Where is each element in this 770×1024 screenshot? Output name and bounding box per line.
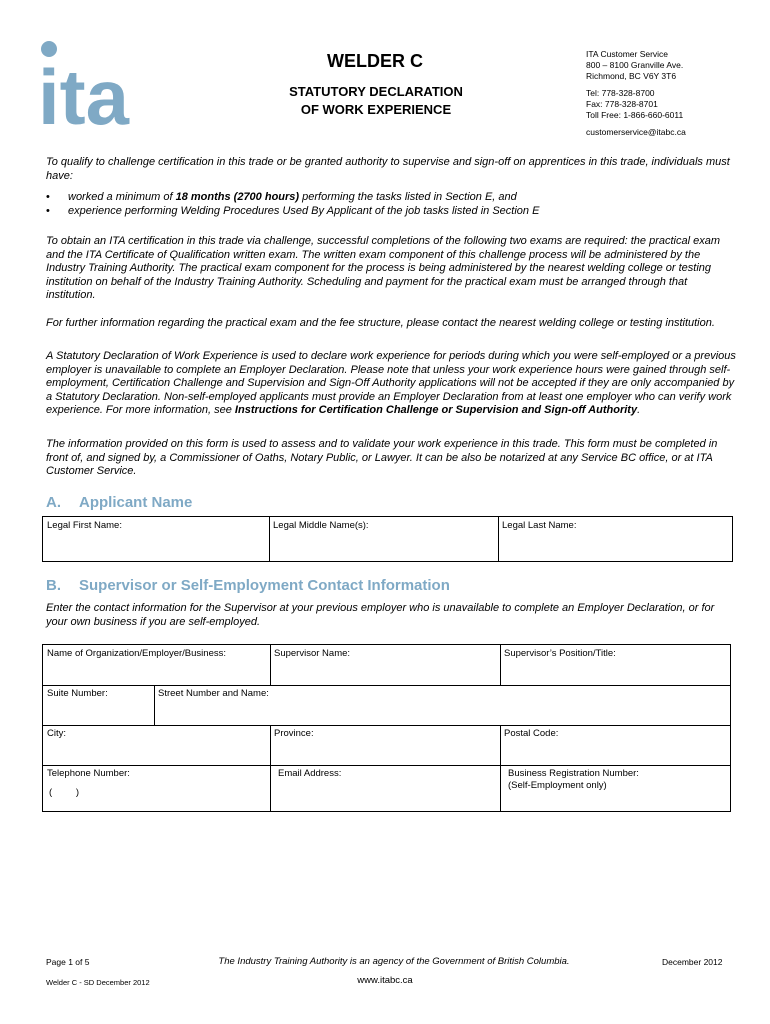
ita-logo	[38, 40, 150, 130]
city-field[interactable]	[43, 725, 270, 765]
city-label: City:	[47, 728, 66, 739]
business-registration-field[interactable]	[500, 765, 730, 811]
organization-name-label: Name of Organization/Employer/Business:	[47, 648, 226, 659]
province-label: Province:	[274, 728, 314, 739]
section-a-header: A. Applicant Name	[46, 494, 193, 511]
form-subtitle	[262, 83, 490, 119]
legal-middle-name-label: Legal Middle Name(s):	[273, 520, 369, 531]
business-registration-label: Business Registration Number:	[508, 768, 639, 779]
telephone-label: Telephone Number:	[47, 768, 130, 779]
contact-email[interactable]: customerservice@itabc.ca	[586, 127, 686, 137]
logo-text: ita	[38, 53, 130, 130]
contact-address-2: Richmond, BC V6Y 3T6	[586, 71, 677, 81]
street-field[interactable]	[154, 685, 730, 725]
legal-last-name-label: Legal Last Name:	[502, 520, 577, 531]
requirement-item: • experience performing Welding Procedures Used By Applicant of the job tasks listed in Section E	[46, 204, 736, 218]
contact-tollfree: Toll Free: 1-866-660-6011	[586, 110, 684, 120]
email-address-field[interactable]	[270, 765, 500, 811]
footer-date: December 2012	[662, 957, 723, 967]
subtitle-line-1: STATUTORY DECLARATION	[289, 84, 463, 99]
suite-number-field[interactable]	[43, 685, 154, 725]
intro-paragraph-3: For further information regarding the practical exam and the fee structure, please contact the nearest welding college or testing institution.	[46, 317, 715, 329]
intro-paragraph-5: The information provided on this form is used to assess and to validate your work experience in this trade. This form must be completed in front of, and signed by, a Commissioner of Oaths, Notary Public, or Lawyer. It can be also be notarized at any Service BC office, or at ITA Customer Service.	[46, 438, 718, 478]
agency-statement: The Industry Training Authority is an agency of the Government of British Columbia.	[218, 956, 570, 967]
contact-tel: Tel: 778-328-8700	[586, 88, 655, 98]
province-field[interactable]	[270, 725, 500, 765]
supervisor-name-label: Supervisor Name:	[274, 648, 351, 659]
legal-first-name-label: Legal First Name:	[47, 520, 122, 531]
supervisor-position-label: Supervisor’s Position/Title:	[504, 648, 616, 659]
intro-paragraph-4: A Statutory Declaration of Work Experience is used to declare work experience for periods during which you were self-employed or a previous employer is unavailable to complete an Employer Declaration. Please note that unless your work experience hours were gained through self-employment, Certification Challenge and Supervision and Sign-Off Authority applications will not be accepted if they are only accompanied by a Statutory Declaration. Non-self-employed applicants must provide an Employer Declaration from at least one employer who can verify work experience. For more information, see Instructions for Certification Challenge or Supervision and Sign-off Authority.	[46, 350, 736, 417]
intro-paragraph-2: To obtain an ITA certification in this trade via challenge, successful completions of the following two exams are required: the practical exam and the ITA Certificate of Qualification written exam. The written exam component of this challenge process will be administered by the Industry Training Authority. The practical exam component for the process is being administered by the nearest welding college or testing institution on behalf of the Industry Training Authority. Scheduling and payment for the practical exam must be arranged through that institution.	[46, 235, 720, 302]
page-number: Page 1 of 5	[46, 957, 90, 967]
telephone-field[interactable]	[43, 765, 270, 811]
supervisor-position-field[interactable]	[500, 645, 730, 685]
subtitle-line-2: OF WORK EXPERIENCE	[300, 102, 452, 117]
contact-fax: Fax: 778-328-8701	[586, 99, 658, 109]
suite-number-label: Suite Number:	[47, 688, 108, 699]
legal-middle-name-field[interactable]	[269, 517, 498, 561]
form-title: WELDER C	[327, 51, 423, 71]
postal-code-label: Postal Code:	[504, 728, 559, 739]
contact-org: ITA Customer Service	[586, 49, 669, 59]
instructions-link: Instructions for Certification Challenge or Supervision and Sign-off Authority	[234, 404, 638, 417]
business-registration-note: (Self-Employment only)	[508, 780, 607, 791]
street-label: Street Number and Name:	[158, 688, 269, 699]
intro-paragraph-1: To qualify to challenge certification in this trade or be granted authority to supervise and sign-off on apprentices in this trade, individuals must have:	[46, 156, 730, 182]
email-address-label: Email Address:	[278, 768, 342, 779]
legal-first-name-field[interactable]	[43, 517, 269, 561]
ita-logo-graphic	[38, 40, 150, 130]
legal-last-name-field[interactable]	[498, 517, 732, 561]
section-b-header: B. Supervisor or Self-Employment Contact Information	[46, 577, 450, 594]
postal-code-field[interactable]	[500, 725, 730, 765]
contact-address-1: 800 – 8100 Granville Ave.	[586, 60, 684, 70]
applicant-name-table	[42, 516, 733, 562]
supervisor-contact-table	[42, 644, 731, 812]
organization-name-field[interactable]	[43, 645, 270, 685]
contact-block	[586, 49, 686, 138]
telephone-area-code: ( )	[49, 787, 80, 798]
section-b-description: Enter the contact information for the Supervisor at your previous employer who is unavailable to complete an Employer Declaration, or for your own business if you are self-employed.	[46, 602, 715, 628]
website-link[interactable]: www.itabc.ca	[357, 975, 413, 986]
supervisor-name-field[interactable]	[270, 645, 500, 685]
form-code: Welder C - SD December 2012	[46, 978, 150, 987]
requirement-item: • worked a minimum of 18 months (2700 hours) performing the tasks listed in Section E, and	[46, 190, 736, 204]
requirements-list	[46, 190, 736, 218]
